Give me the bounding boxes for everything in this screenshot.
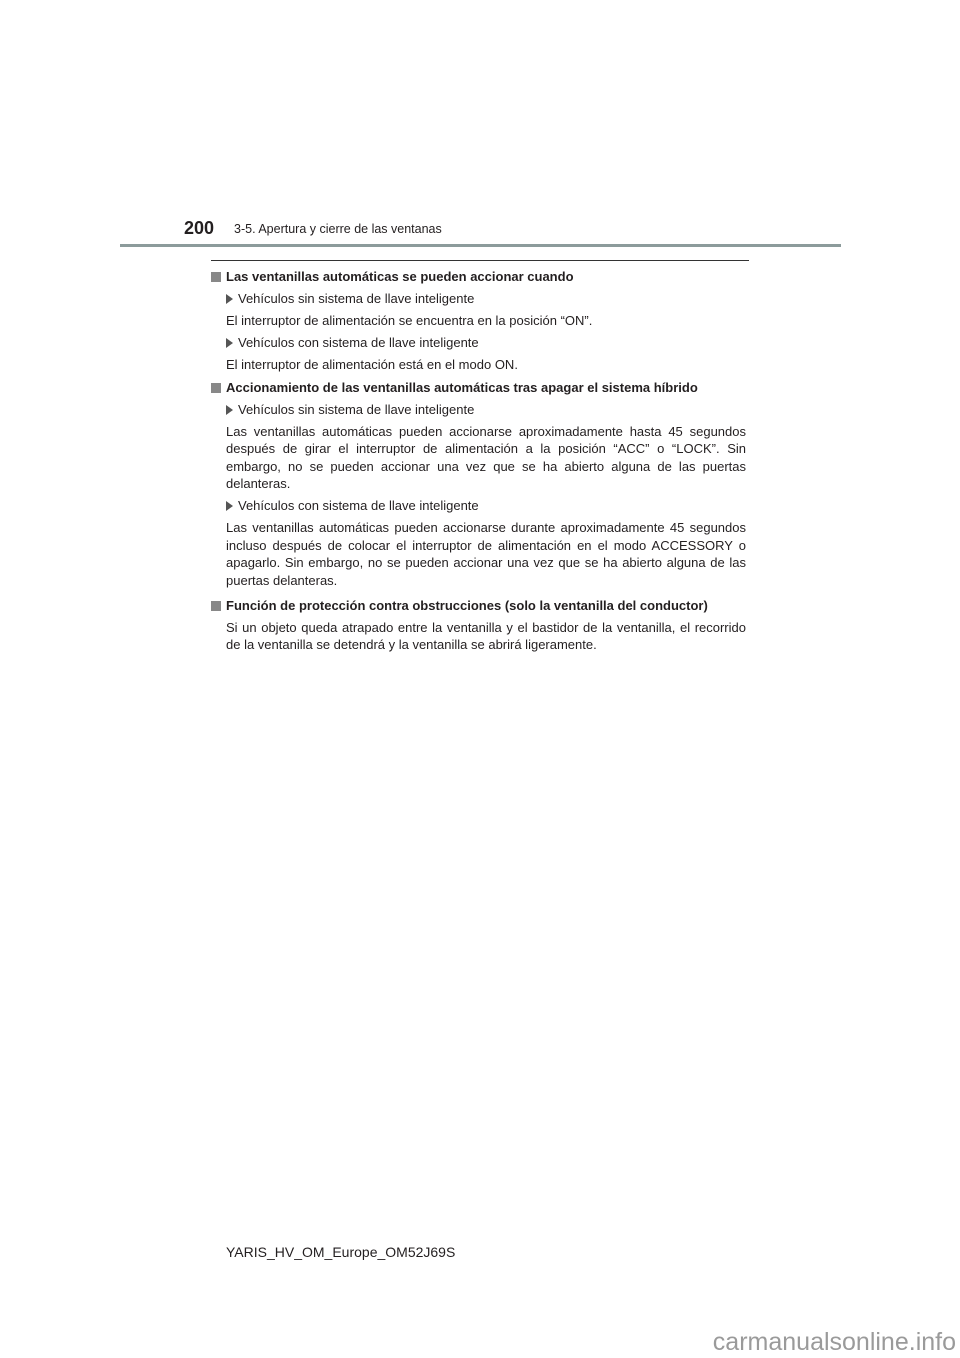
section-heading: Función de protección contra obstrucciones (solo la ventanilla del conductor)	[226, 598, 708, 613]
paragraph: El interruptor de alimentación se encuentra en la posición “ON”.	[226, 312, 593, 328]
page-number: 200	[184, 218, 215, 238]
paragraph: Las ventanillas automáticas pueden accionarse aproximadamente hasta 45 segundos después de girar el interruptor de alimentación a la posición “ACC” o “LOCK”. Sin embargo, no se pueden accionar una vez que se ha abierto alguna de las puertas delanteras.	[226, 423, 746, 491]
subheading: Vehículos con sistema de llave inteligente	[238, 334, 479, 350]
footer-code: YARIS_HV_OM_Europe_OM52J69S	[226, 1244, 456, 1260]
header-rule	[120, 244, 841, 247]
subheading: Vehículos sin sistema de llave inteligente	[238, 401, 475, 417]
section-title: 3-5. Apertura y cierre de las ventanas	[234, 222, 442, 236]
square-bullet-icon	[211, 383, 221, 393]
triangle-bullet-icon	[226, 501, 233, 511]
paragraph: Si un objeto queda atrapado entre la ventanilla y el bastidor de la ventanilla, el recorrido de la ventanilla se detendrá y la ventanilla se abrirá ligeramente.	[226, 619, 746, 652]
triangle-bullet-icon	[226, 338, 233, 348]
square-bullet-icon	[211, 601, 221, 611]
paragraph: El interruptor de alimentación está en el modo ON.	[226, 356, 518, 372]
section-2	[211, 379, 746, 589]
section-heading: Las ventanillas automáticas se pueden accionar cuando	[226, 269, 574, 284]
paragraph: Las ventanillas automáticas pueden accionarse durante aproximadamente 45 segundos incluso después de colocar el interruptor de alimentación en el modo ACCESSORY o apagarlo. Sin embargo, no se pueden accionar una vez que se ha abierto alguna de las puertas delanteras.	[226, 520, 746, 588]
square-bullet-icon	[211, 272, 221, 282]
subheading: Vehículos sin sistema de llave inteligente	[238, 290, 475, 306]
triangle-bullet-icon	[226, 405, 233, 415]
triangle-bullet-icon	[226, 294, 233, 304]
section-1	[211, 268, 746, 373]
subheading: Vehículos con sistema de llave inteligente	[238, 498, 479, 513]
watermark: carmanualsonline.info	[712, 1328, 956, 1356]
section-3	[211, 597, 746, 654]
section-heading: Accionamiento de las ventanillas automáticas tras apagar el sistema híbrido	[226, 380, 698, 395]
content-divider	[211, 260, 749, 261]
